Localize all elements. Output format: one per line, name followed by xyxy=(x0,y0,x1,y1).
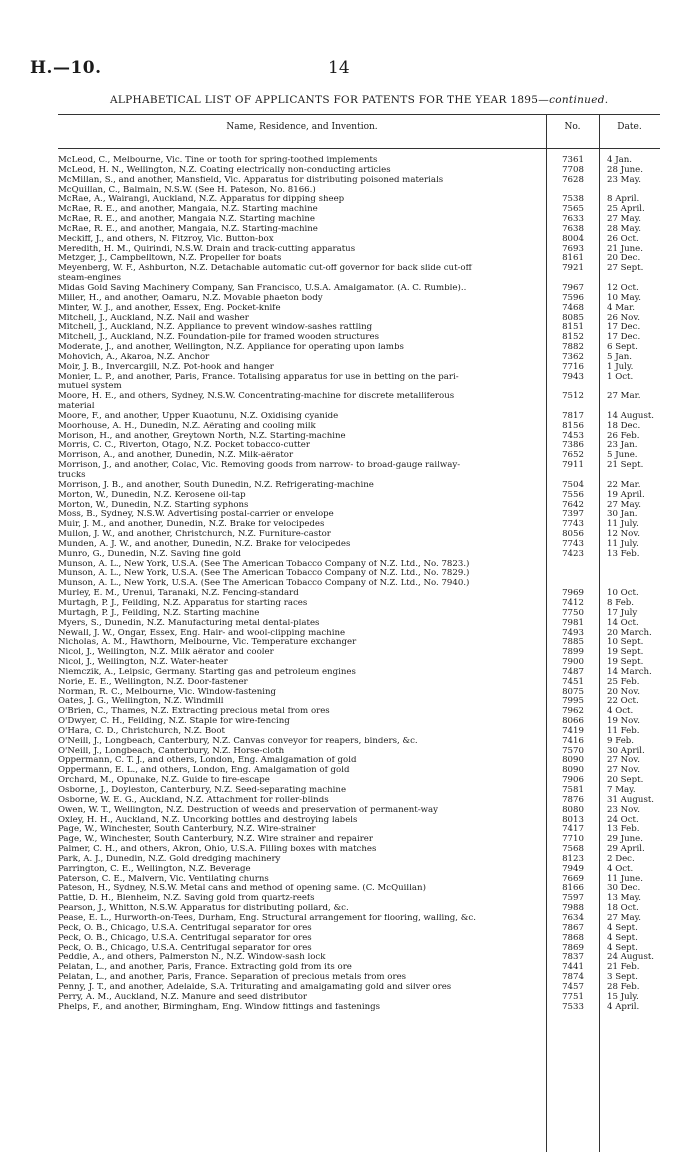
entry-date: 11 Feb. xyxy=(607,725,640,736)
entry-number: 8161 xyxy=(562,253,584,264)
entry-number: 7504 xyxy=(562,479,584,490)
entry-description: trucks xyxy=(58,471,86,480)
entry-date: 22 Oct. xyxy=(607,696,639,707)
entry-description: O'Neill, J., Longbeach, Canterbury, N.Z. Canvas conveyor for reapers, binders, &c. xyxy=(58,736,418,746)
entry-description: Midas Gold Saving Machinery Company, San Francisco, U.S.A. Amalgamator. (A. C. Rumble).. xyxy=(58,283,467,293)
entry-date: 24 August. xyxy=(607,952,655,963)
entry-number: 7710 xyxy=(562,834,584,845)
entry-date: 27 Nov. xyxy=(607,755,640,766)
entry-number: 8075 xyxy=(562,686,584,697)
list-item xyxy=(58,560,660,570)
entry-number: 7556 xyxy=(562,489,584,500)
entry-number: 8166 xyxy=(562,883,584,894)
entry-number: 8090 xyxy=(562,755,584,766)
entry-number: 7416 xyxy=(562,735,584,746)
entry-date: 17 Dec. xyxy=(607,322,641,333)
entry-number: 8080 xyxy=(562,804,584,815)
entry-date: 7 May. xyxy=(607,785,636,795)
entry-date: 4 Sept. xyxy=(607,932,638,943)
entry-date: 6 Sept. xyxy=(607,342,638,353)
entry-date: 21 June. xyxy=(607,243,643,254)
list-item xyxy=(58,550,660,560)
entry-date: 23 Nov. xyxy=(607,804,640,815)
entry-number: 7538 xyxy=(562,194,584,205)
entry-description: Morrison, A., and another, Dunedin, N.Z. Milk-aërator xyxy=(58,451,294,461)
entry-number: 8152 xyxy=(562,332,584,343)
entry-date: 14 Oct. xyxy=(607,617,639,628)
entry-number: 8151 xyxy=(562,322,584,333)
entry-number: 7885 xyxy=(562,637,584,648)
entry-description: Meckiff, J., and others, N. Fitzroy, Vic. Button-box xyxy=(58,234,274,244)
entry-date: 14 August. xyxy=(607,410,655,421)
entry-date: 4 Sept. xyxy=(607,922,638,933)
entry-number: 8013 xyxy=(562,814,584,825)
entry-number: 7361 xyxy=(562,155,584,165)
entry-description: Munson, A. L., New York, U.S.A. (See The American Tobacco Company of N.Z. Ltd., No. 7829.) xyxy=(58,569,470,579)
entry-description: Monier, L. P., and another, Paris, France. Totalising apparatus for use in betting on the pari- xyxy=(58,372,459,382)
column-header-no: No. xyxy=(564,122,581,132)
entry-date: 19 Sept. xyxy=(607,647,644,658)
entry-description: Murtagh, P. J., Feilding, N.Z. Apparatus for starting races xyxy=(58,598,308,608)
entry-date: 24 Oct. xyxy=(607,814,639,825)
list-title xyxy=(110,94,670,106)
entry-description: Murley, E. M., Urenui, Taranaki, N.Z. Fencing-standard xyxy=(58,589,299,599)
entry-description: Mullon, J. W., and another, Christchurch, N.Z. Furniture-castor xyxy=(58,530,331,540)
entry-description: Muir, J. M., and another, Dunedin, N.Z. Brake for velocipedes xyxy=(58,520,325,530)
entry-number: 7669 xyxy=(562,873,584,884)
list-item xyxy=(58,264,660,274)
entry-number: 7412 xyxy=(562,597,584,608)
list-item xyxy=(58,373,660,383)
entry-date: 23 Jan. xyxy=(607,440,638,451)
entry-description: Nicol, J., Wellington, N.Z. Milk aërator and cooler xyxy=(58,648,274,658)
entry-description: Moderate, J., and another, Wellington, N.Z. Appliance for operating upon lambs xyxy=(58,343,404,353)
document-id: H.—10. xyxy=(30,58,102,78)
entry-date: 26 Oct. xyxy=(607,233,639,244)
entry-date: 13 May. xyxy=(607,893,642,904)
entry-description: Oates, J. G., Wellington, N.Z. Windmill xyxy=(58,697,224,707)
entry-date: 27 Mar. xyxy=(607,391,641,402)
entry-date: 15 July. xyxy=(607,991,639,1002)
entry-number: 7867 xyxy=(562,922,584,933)
entry-description: Mitchell, J., Auckland, N.Z. Nail and washer xyxy=(58,313,249,323)
entry-number: 7868 xyxy=(562,932,584,943)
page-number: 14 xyxy=(328,58,350,78)
entry-description: Miller, H., and another, Oamaru, N.Z. Movable phaeton body xyxy=(58,293,323,303)
entry-description: Phelps, F., and another, Birmingham, Eng. Window fittings and fastenings xyxy=(58,1002,381,1012)
entry-description: Palmer, C. H., and others, Akron, Ohio, U.S.A. Filling boxes with matches xyxy=(58,845,377,855)
entry-date: 20 Sept. xyxy=(607,775,644,786)
entry-description: Osborne, J., Doyleston, Canterbury, N.Z. Seed-separating machine xyxy=(58,786,347,795)
entry-date: 23 May. xyxy=(607,174,642,185)
entry-description: Mitchell, J., Auckland, N.Z. Appliance to prevent window-sashes rattling xyxy=(58,323,373,333)
entry-number: 7533 xyxy=(562,1001,584,1012)
entry-description: Moore, H. E., and others, Sydney, N.S.W. Concentrating-machine for discrete metalliferous xyxy=(58,392,455,402)
entry-description: Oppermann, E. L., and others, London, Eng. Amalgamation of gold xyxy=(58,766,350,776)
entry-number: 7899 xyxy=(562,647,584,658)
entry-description: O'Dwyer, C. H., Feilding, N.Z. Staple for wire-fencing xyxy=(58,717,290,727)
entry-description: Munson, A. L., New York, U.S.A. (See The American Tobacco Company of N.Z. Ltd., No. 7823.) xyxy=(58,559,470,569)
entry-number: 7967 xyxy=(562,282,584,293)
entry-number: 7441 xyxy=(562,962,584,973)
entry-date: 11 June. xyxy=(607,873,643,884)
entry-date: 21 Sept. xyxy=(607,460,644,471)
entry-number: 7906 xyxy=(562,775,584,786)
entry-date: 4 Jan. xyxy=(607,155,633,165)
entry-date: 26 Nov. xyxy=(607,312,640,323)
entry-description: Pelatan, L., and another, Paris, France. Extracting gold from its ore xyxy=(58,963,352,973)
entry-description: O'Neill, J., Longbeach, Canterbury, N.Z. Horse-cloth xyxy=(58,746,285,756)
entry-date: 5 Jan. xyxy=(607,351,633,362)
entry-description: Niemczik, A., Leipsic, Germany. Starting gas and petroleum engines xyxy=(58,667,356,677)
entry-date: 28 June. xyxy=(607,164,643,175)
entry-description: material xyxy=(58,402,95,412)
entry-description: Penny, J. T., and another, Adelaide, S.A. Triturating and amalgamating gold and silver ores xyxy=(58,982,452,992)
entry-date: 12 Nov. xyxy=(607,529,640,540)
entry-description: Meredith, H. M., Quirindi, N.S.W. Drain and track-cutting apparatus xyxy=(58,244,356,254)
entry-number: 7397 xyxy=(562,509,584,520)
entry-description: Munden, A. J. W., and another, Dunedin, N.Z. Brake for velocipedes xyxy=(58,539,351,549)
entry-description: McLeod, H. N., Wellington, N.Z. Coating electrically non-conducting articles xyxy=(58,165,391,175)
entry-description: Oppermann, C. T. J., and others, London, Eng. Amalgamation of gold xyxy=(58,756,357,766)
column-header-name: Name, Residence, and Invention. xyxy=(226,122,378,132)
entry-number: 8004 xyxy=(562,233,584,244)
entry-number: 7716 xyxy=(562,361,584,372)
entry-description: O'Hara, C. D., Christchurch, N.Z. Boot xyxy=(58,726,225,736)
entry-number: 8090 xyxy=(562,765,584,776)
entry-date: 5 June. xyxy=(607,450,638,461)
entry-date: 27 May. xyxy=(607,214,642,225)
entry-number: 7708 xyxy=(562,164,584,175)
entry-number: 7962 xyxy=(562,706,584,717)
entry-description: Orchard, M., Opunake, N.Z. Guide to fire-escape xyxy=(58,776,270,786)
entry-date: 8 Feb. xyxy=(607,597,635,608)
entry-description: Murtagh, P. J., Feilding, N.Z. Starting machine xyxy=(58,608,260,618)
page-header xyxy=(30,58,670,80)
entry-description: Morrison, J. B., and another, South Dunedin, N.Z. Refrigerating-machine xyxy=(58,480,374,490)
entry-description: Moss, B., Sydney, N.S.W. Advertising postal-carrier or envelope xyxy=(58,510,334,520)
entry-number: 7386 xyxy=(562,440,584,451)
entry-date: 18 Dec. xyxy=(607,420,641,431)
entry-description: Page, W., Winchester, South Canterbury, N.Z. Wire strainer and repairer xyxy=(58,835,373,845)
entry-description: McRae, R. E., and another, Mangaia, N.Z. Starting-machine xyxy=(58,224,318,234)
entry-description: McRae, R. E., and another, Mangaia, N.Z. Starting machine xyxy=(58,205,318,215)
entry-description: Morison, H., and another, Greytown North, N.Z. Starting-machine xyxy=(58,431,346,441)
entry-description: McRae, R. E., and another, Mangaia N.Z. Starting machine xyxy=(58,215,315,225)
entry-date: 4 Mar. xyxy=(607,302,636,313)
entry-number: 8085 xyxy=(562,312,584,323)
entry-description: Parrington, C. E., Wellington, N.Z. Beverage xyxy=(58,864,251,874)
entry-number: 7468 xyxy=(562,302,584,313)
entry-date: 14 March. xyxy=(607,666,652,677)
entry-number: 7817 xyxy=(562,410,584,421)
entry-date: 27 Sept. xyxy=(607,263,644,274)
list-item xyxy=(58,569,660,579)
entry-number: 7642 xyxy=(562,499,584,510)
list-title-suffix: continued. xyxy=(549,94,609,106)
entry-description: Mitchell, J., Auckland, N.Z. Foundation-pile for framed wooden structures xyxy=(58,333,380,343)
entry-date: 20 Dec. xyxy=(607,253,641,264)
entry-number: 7417 xyxy=(562,824,584,835)
entry-number: 7900 xyxy=(562,657,584,668)
list-item xyxy=(58,461,660,471)
header-rule xyxy=(58,148,660,149)
entry-date: 28 Feb. xyxy=(607,981,640,992)
entry-description: Moore, F., and another, Upper Kuaotunu, N.Z. Oxidising cyanide xyxy=(58,411,339,421)
entry-number: 7423 xyxy=(562,548,584,559)
entry-date: 27 Nov. xyxy=(607,765,640,776)
entry-date: 1 Oct. xyxy=(607,371,634,382)
entry-number: 7634 xyxy=(562,912,584,923)
entry-number: 7743 xyxy=(562,519,584,530)
entry-date: 18 Oct. xyxy=(607,903,639,914)
entry-number: 7921 xyxy=(562,263,584,274)
entry-number: 7988 xyxy=(562,903,584,914)
entry-date: 30 April. xyxy=(607,745,645,756)
entry-date: 11 July. xyxy=(607,538,639,549)
entry-description: Peck, O. B., Chicago, U.S.A. Centrifugal separator for ores xyxy=(58,943,312,953)
entry-description: Page, W., Winchester, South Canterbury, N.Z. Wire-strainer xyxy=(58,825,316,835)
entry-number: 7882 xyxy=(562,342,584,353)
entry-number: 7869 xyxy=(562,942,584,953)
entry-date: 25 Feb. xyxy=(607,676,640,687)
entry-description: steam-engines xyxy=(58,274,122,284)
entry-date: 4 April. xyxy=(607,1001,640,1012)
entry-number: 7750 xyxy=(562,607,584,618)
entry-description: Peck, O. B., Chicago, U.S.A. Centrifugal separator for ores xyxy=(58,933,312,943)
entry-description: Munson, A. L., New York, U.S.A. (See The American Tobacco Company of N.Z. Ltd., No. 7940.) xyxy=(58,579,470,589)
entry-date: 20 Nov. xyxy=(607,686,640,697)
entry-number: 7362 xyxy=(562,351,584,362)
entry-number: 7969 xyxy=(562,588,584,599)
list-item xyxy=(58,392,660,402)
entry-description: McQuillan, C., Balmain, N.S.W. (See H. Pateson, No. 8166.) xyxy=(58,185,316,195)
entry-description: Peddie, A., and others, Palmerston N., N.Z. Window-sash lock xyxy=(58,953,326,963)
entry-date: 8 April. xyxy=(607,194,640,205)
entry-description: O'Brien, C., Thames, N.Z. Extracting precious metal from ores xyxy=(58,707,330,717)
entry-number: 7453 xyxy=(562,430,584,441)
entry-number: 7628 xyxy=(562,174,584,185)
entry-number: 7876 xyxy=(562,794,584,805)
entry-date: 19 April. xyxy=(607,489,645,500)
entry-description: Morton, W., Dunedin, N.Z. Starting syphons xyxy=(58,500,249,510)
entry-description: Nicholas, A. M., Hawthorn, Melbourne, Vic. Temperature exchanger xyxy=(58,638,357,648)
entry-number: 8066 xyxy=(562,716,584,727)
entry-date: 4 Oct. xyxy=(607,706,634,717)
entry-date: 10 Oct. xyxy=(607,588,639,599)
entry-number: 7487 xyxy=(562,666,584,677)
entry-number: 7837 xyxy=(562,952,584,963)
entry-description: Myers, S., Dunedin, N.Z. Manufacturing metal dental-plates xyxy=(58,618,320,628)
entry-description: Meyenberg, W. F., Ashburton, N.Z. Detachable automatic cut-off governor for back slide cut-off xyxy=(58,264,472,274)
entry-description: Minter, W. J., and another, Essex, Eng. Pocket-knife xyxy=(58,303,281,313)
entry-date: 4 Sept. xyxy=(607,942,638,953)
entry-date: 25 April. xyxy=(607,204,645,215)
entry-description: McLeod, C., Melbourne, Vic. Tine or tooth for spring-toothed implements xyxy=(58,156,378,165)
entry-number: 8156 xyxy=(562,420,584,431)
entry-description: Morton, W., Dunedin, N.Z. Kerosene oil-tap xyxy=(58,490,246,500)
table-top-rule xyxy=(58,114,660,115)
entry-date: 27 May. xyxy=(607,912,642,923)
entry-number: 7568 xyxy=(562,844,584,855)
entry-number: 7493 xyxy=(562,627,584,638)
entry-date: 10 May. xyxy=(607,292,642,303)
entry-number: 7597 xyxy=(562,893,584,904)
entry-description: Pattie, D. H., Blenheim, N.Z. Saving gold from quartz-reefs xyxy=(58,894,315,904)
entry-description: Munro, G., Dunedin, N.Z. Saving fine gold xyxy=(58,549,242,559)
entry-description: Owen, W. T., Wellington, N.Z. Destruction of weeds and preservation of permanent-way xyxy=(58,805,438,815)
entry-number: 7995 xyxy=(562,696,584,707)
entry-date: 20 March. xyxy=(607,627,652,638)
entry-description: Oxley, H. H., Auckland, N.Z. Uncorking bottles and destroying labels xyxy=(58,815,358,825)
entry-description: Perry, A. M., Auckland, N.Z. Manure and seed distributor xyxy=(58,992,308,1002)
entry-number: 7570 xyxy=(562,745,584,756)
entry-date: 19 Sept. xyxy=(607,657,644,668)
entry-description: Park, A. J., Dunedin, N.Z. Gold dredging machinery xyxy=(58,854,281,864)
entry-date: 11 July. xyxy=(607,519,639,530)
entry-description: Moorhouse, A. H., Dunedin, N.Z. Aërating and cooling milk xyxy=(58,421,316,431)
entry-number: 7581 xyxy=(562,785,584,795)
entry-description: Metzger, J., Campbelltown, N.Z. Propeller for boats xyxy=(58,254,282,264)
entry-date: 17 Dec. xyxy=(607,332,641,343)
entry-date: 9 Feb. xyxy=(607,735,635,746)
entry-description: McMillan, S., and another, Mansfield, Vic. Apparatus for distributing poisoned materials xyxy=(58,175,444,185)
entry-list xyxy=(58,156,660,1012)
entry-description: Pearson, J., Whitton, N.S.W. Apparatus for distributing pollard, &c. xyxy=(58,904,349,914)
entry-date: 31 August. xyxy=(607,794,655,805)
entry-date: 26 Feb. xyxy=(607,430,640,441)
entry-number: 7751 xyxy=(562,991,584,1002)
entry-date: 21 Feb. xyxy=(607,962,640,973)
entry-description: Moir, J. B., Invercargill, N.Z. Pot-hook and hanger xyxy=(58,362,274,372)
entry-description: Newall, J. W., Ongar, Essex, Eng. Hair- and wool-clipping machine xyxy=(58,628,346,638)
entry-date: 28 May. xyxy=(607,223,642,234)
entry-date: 17 July xyxy=(607,607,638,618)
entry-description: Peck, O. B., Chicago, U.S.A. Centrifugal separator for ores xyxy=(58,923,312,933)
entry-description: Morrison, J., and another, Colac, Vic. Removing goods from narrow- to broad-gauge railway- xyxy=(58,461,461,471)
entry-date: 4 Oct. xyxy=(607,863,634,874)
entry-date: 3 Sept. xyxy=(607,972,638,983)
entry-description: Norman, R. C., Melbourne, Vic. Window-fastening xyxy=(58,687,277,697)
entry-number: 7565 xyxy=(562,204,584,215)
entry-date: 29 June. xyxy=(607,834,643,845)
entry-date: 29 April. xyxy=(607,844,645,855)
list-item xyxy=(58,176,660,186)
entry-number: 7457 xyxy=(562,981,584,992)
entry-number: 7633 xyxy=(562,214,584,225)
entry-number: 7949 xyxy=(562,863,584,874)
entry-number: 7743 xyxy=(562,538,584,549)
entry-description: Norie, E. E., Wellington, N.Z. Door-fastener xyxy=(58,677,248,687)
entry-number: 7874 xyxy=(562,972,584,983)
entry-number: 7911 xyxy=(562,460,584,471)
entry-number: 7638 xyxy=(562,223,584,234)
list-title-text: ALPHABETICAL LIST OF APPLICANTS FOR PATENTS FOR THE YEAR 1895— xyxy=(110,94,550,106)
patent-table xyxy=(58,114,660,1152)
entry-date: 2 Dec. xyxy=(607,853,635,864)
entry-number: 8123 xyxy=(562,853,584,864)
entry-date: 1 July. xyxy=(607,361,634,372)
entry-date: 12 Oct. xyxy=(607,282,639,293)
entry-description: Paterson, C. E., Malvern, Vic. Ventilating churns xyxy=(58,874,269,884)
entry-description: mutuel system xyxy=(58,382,122,392)
entry-date: 19 Nov. xyxy=(607,716,640,727)
list-item xyxy=(58,1003,660,1013)
entry-description: Osborne, W. E. G., Auckland, N.Z. Attachment for roller-blinds xyxy=(58,795,329,805)
entry-date: 10 Sept. xyxy=(607,637,644,648)
entry-description: Nicol, J., Wellington, N.Z. Water-heater xyxy=(58,658,228,668)
entry-date: 30 Jan. xyxy=(607,509,638,520)
entry-description: Morris, C. C., Riverton, Otago, N.Z. Pocket tobacco-cutter xyxy=(58,441,310,451)
entry-number: 7596 xyxy=(562,292,584,303)
entry-date: 30 Dec. xyxy=(607,883,641,894)
entry-number: 7981 xyxy=(562,617,584,628)
entry-description: Pateson, H., Sydney, N.S.W. Metal cans and method of opening same. (C. McQuillan) xyxy=(58,884,426,894)
entry-number: 7943 xyxy=(562,371,584,382)
entry-description: Mohovich, A., Akaroa, N.Z. Anchor xyxy=(58,352,210,362)
entry-date: 13 Feb. xyxy=(607,824,640,835)
entry-date: 13 Feb. xyxy=(607,548,640,559)
entry-number: 7451 xyxy=(562,676,584,687)
entry-number: 7512 xyxy=(562,391,584,402)
entry-number: 7419 xyxy=(562,725,584,736)
entry-description: McRae, A., Wairangi, Auckland, N.Z. Apparatus for dipping sheep xyxy=(58,195,345,205)
entry-date: 27 May. xyxy=(607,499,642,510)
entry-description: Pelatan, L., and another, Paris, France. Separation of precious metals from ores xyxy=(58,973,407,983)
entry-number: 7652 xyxy=(562,450,584,461)
column-header-date: Date. xyxy=(617,122,642,132)
entry-description: Pease, E. L., Hurworth-on-Tees, Durham, Eng. Structural arrangement for flooring, walling, &c. xyxy=(58,913,476,923)
entry-date: 22 Mar. xyxy=(607,479,641,490)
entry-number: 8056 xyxy=(562,529,584,540)
entry-number: 7693 xyxy=(562,243,584,254)
